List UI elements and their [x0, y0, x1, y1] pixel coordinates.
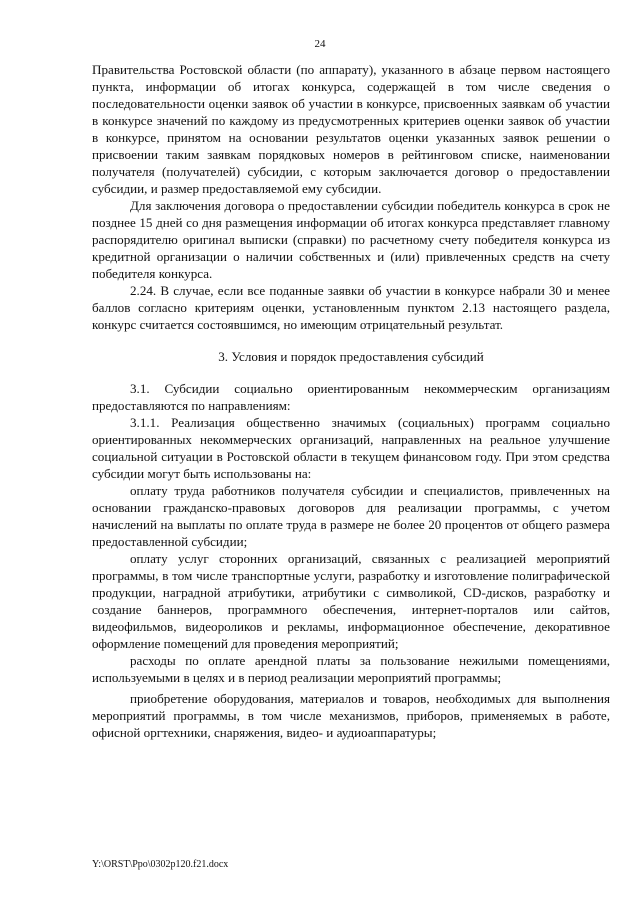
list-item-equipment-purchase: приобретение оборудования, материалов и товаров, необходимых для выполнения мероприятий программы, в том числе механизмов, приборов, применяемых в работе, офисной оргтехники, снаряжения, видео- и аудиоаппаратуры; [92, 691, 610, 740]
paragraph-2-24: 2.24. В случае, если все поданные заявки об участии в конкурсе набрали 30 и менее баллов согласно критериям оценки, установленным пунктом 2.13 настоящего раздела, конкурс считается состоявшимся, но имеющим отрицательный результат. [92, 283, 610, 332]
list-item-third-party-services: оплату услуг сторонних организаций, связанных с реализацией мероприятий программы, в том числе транспортные услуги, разработку и изготовление полиграфической продукции, наградной атрибутики, атрибутики с символикой, CD-дисков, разработку и создание баннеров, программного обеспечения, интернет-порталов или сайтов, видеофильмов, видеороликов и рекламы, информационное обеспечение, декоративное оформление помещений для проведения мероприятий; [92, 551, 610, 651]
list-item-rent-expenses: расходы по оплате арендной платы за пользование нежилыми помещениями, используемыми в целях и в период реализации мероприятий программы; [92, 653, 610, 685]
page-number: 24 [314, 38, 326, 50]
paragraph-continuation: Правительства Ростовской области (по аппарату), указанного в абзаце первом настоящего пункта, информации об итогах конкурса, содержащей в том числе сведения о последовательности оценки заявок об участии в конкурсе, присвоенных заявкам об участии в конкурсе значений по каждому из предусмотренных критериев оценки заявок об участии в конкурсе, принятом на основании результатов оценки указанных заявок решении о присвоении таким заявкам порядковых номеров в рейтинговом списке, наименовании получателя (получателей) субсидии, с которым заключается договор о предоставлении субсидии, и размер предоставляемой ему субсидии. [92, 62, 610, 196]
paragraph-3-1: 3.1. Субсидии социально ориентированным некоммерческим организациям предоставляются по направлениям: [92, 381, 610, 413]
list-item-labor-payment: оплату труда работников получателя субсидии и специалистов, привлеченных на основании гражданско-правовых договоров для реализации программы, с учетом начислений на выплаты по оплате труда в размере не более 20 процентов от общего размера предоставленной субсидии; [92, 483, 610, 549]
footer-file-path: Y:\ORST\Ppo\0302p120.f21.docx [92, 859, 229, 870]
paragraph-3-1-1: 3.1.1. Реализация общественно значимых (социальных) программ социально ориентированных некоммерческих организаций, направленных на реальное улучшение социальной ситуации в Ростовской области в текущем финансовом году. При этом средства субсидии могут быть использованы на: [92, 415, 610, 481]
section-heading: 3. Условия и порядок предоставления субсидий [218, 349, 484, 364]
paragraph-contract-conclusion: Для заключения договора о предоставлении субсидии победитель конкурса в срок не позднее 15 дней со дня размещения информации об итогах конкурса представляет главному распорядителю оригинал выписки (справки) по расчетному счету победителя конкурса из кредитной организации о наличии собственных и (или) привлеченных средств на счету победителя конкурса. [92, 198, 610, 281]
document-body [92, 61, 610, 741]
